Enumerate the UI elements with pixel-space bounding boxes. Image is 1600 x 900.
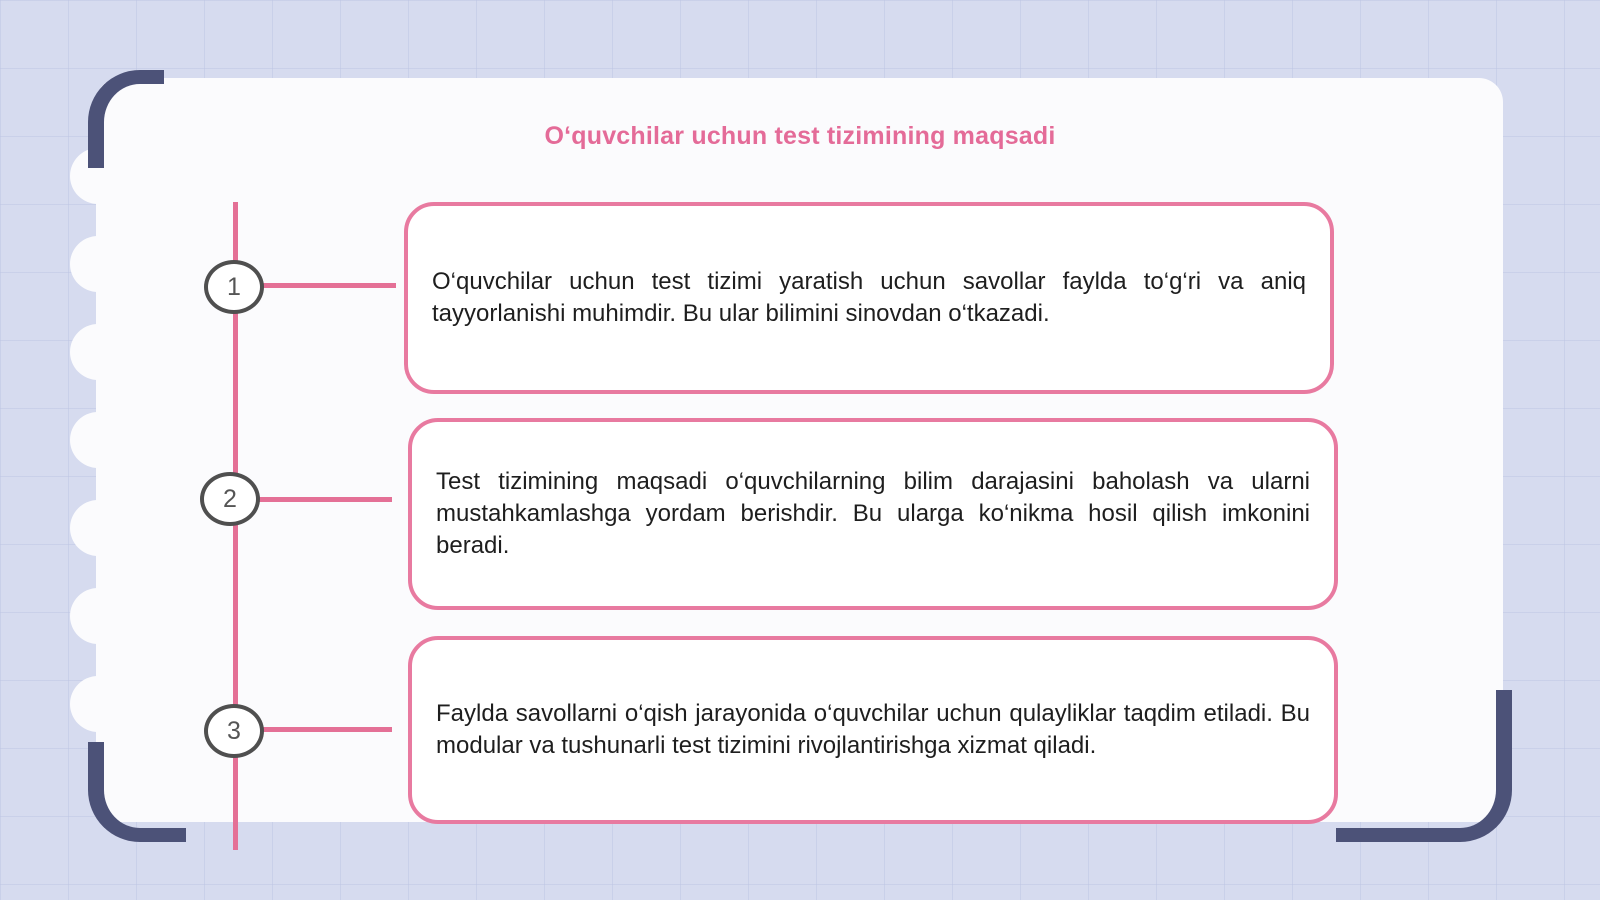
timeline-connector xyxy=(262,727,392,732)
step-box-2 xyxy=(408,418,1338,610)
timeline-connector xyxy=(262,283,396,288)
corner-bracket-top-left xyxy=(88,70,164,168)
corner-bracket-bottom-right xyxy=(1336,690,1512,842)
scallop-decoration xyxy=(70,236,126,292)
scallop-decoration xyxy=(70,676,126,732)
timeline-connector xyxy=(258,497,392,502)
step-box-3 xyxy=(408,636,1338,824)
step-text-1: O‘quvchilar uchun test tizimi yaratish uchun savollar faylda to‘g‘ri va aniq tayyorlanishi muhimdir. Bu ular bilimini sinovdan o‘tkazadi. xyxy=(432,268,1306,327)
scallop-decoration xyxy=(70,412,126,468)
step-text-2: Test tizimining maqsadi o‘quvchilarning bilim darajasini baholash va ularni mustahkamlashga yordam berishdir. Bu ularga ko‘nikma hosil qilish imkonini beradi. xyxy=(436,468,1310,559)
step-text-3: Faylda savollarni o‘qish jarayonida o‘quvchilar uchun qulayliklar taqdim etiladi. Bu modular va tushunarli test tizimini rivojlantirishga xizmat qiladi. xyxy=(436,700,1310,759)
step-number-3: 3 xyxy=(204,704,264,758)
scallop-decoration xyxy=(70,588,126,644)
scallop-decoration xyxy=(70,324,126,380)
scallop-decoration xyxy=(70,500,126,556)
step-box-1 xyxy=(404,202,1334,394)
step-number-2: 2 xyxy=(200,472,260,526)
slide-title: O‘quvchilar uchun test tizimining maqsadi xyxy=(544,122,1056,150)
corner-bracket-bottom-left xyxy=(88,742,186,842)
step-number-1: 1 xyxy=(204,260,264,314)
